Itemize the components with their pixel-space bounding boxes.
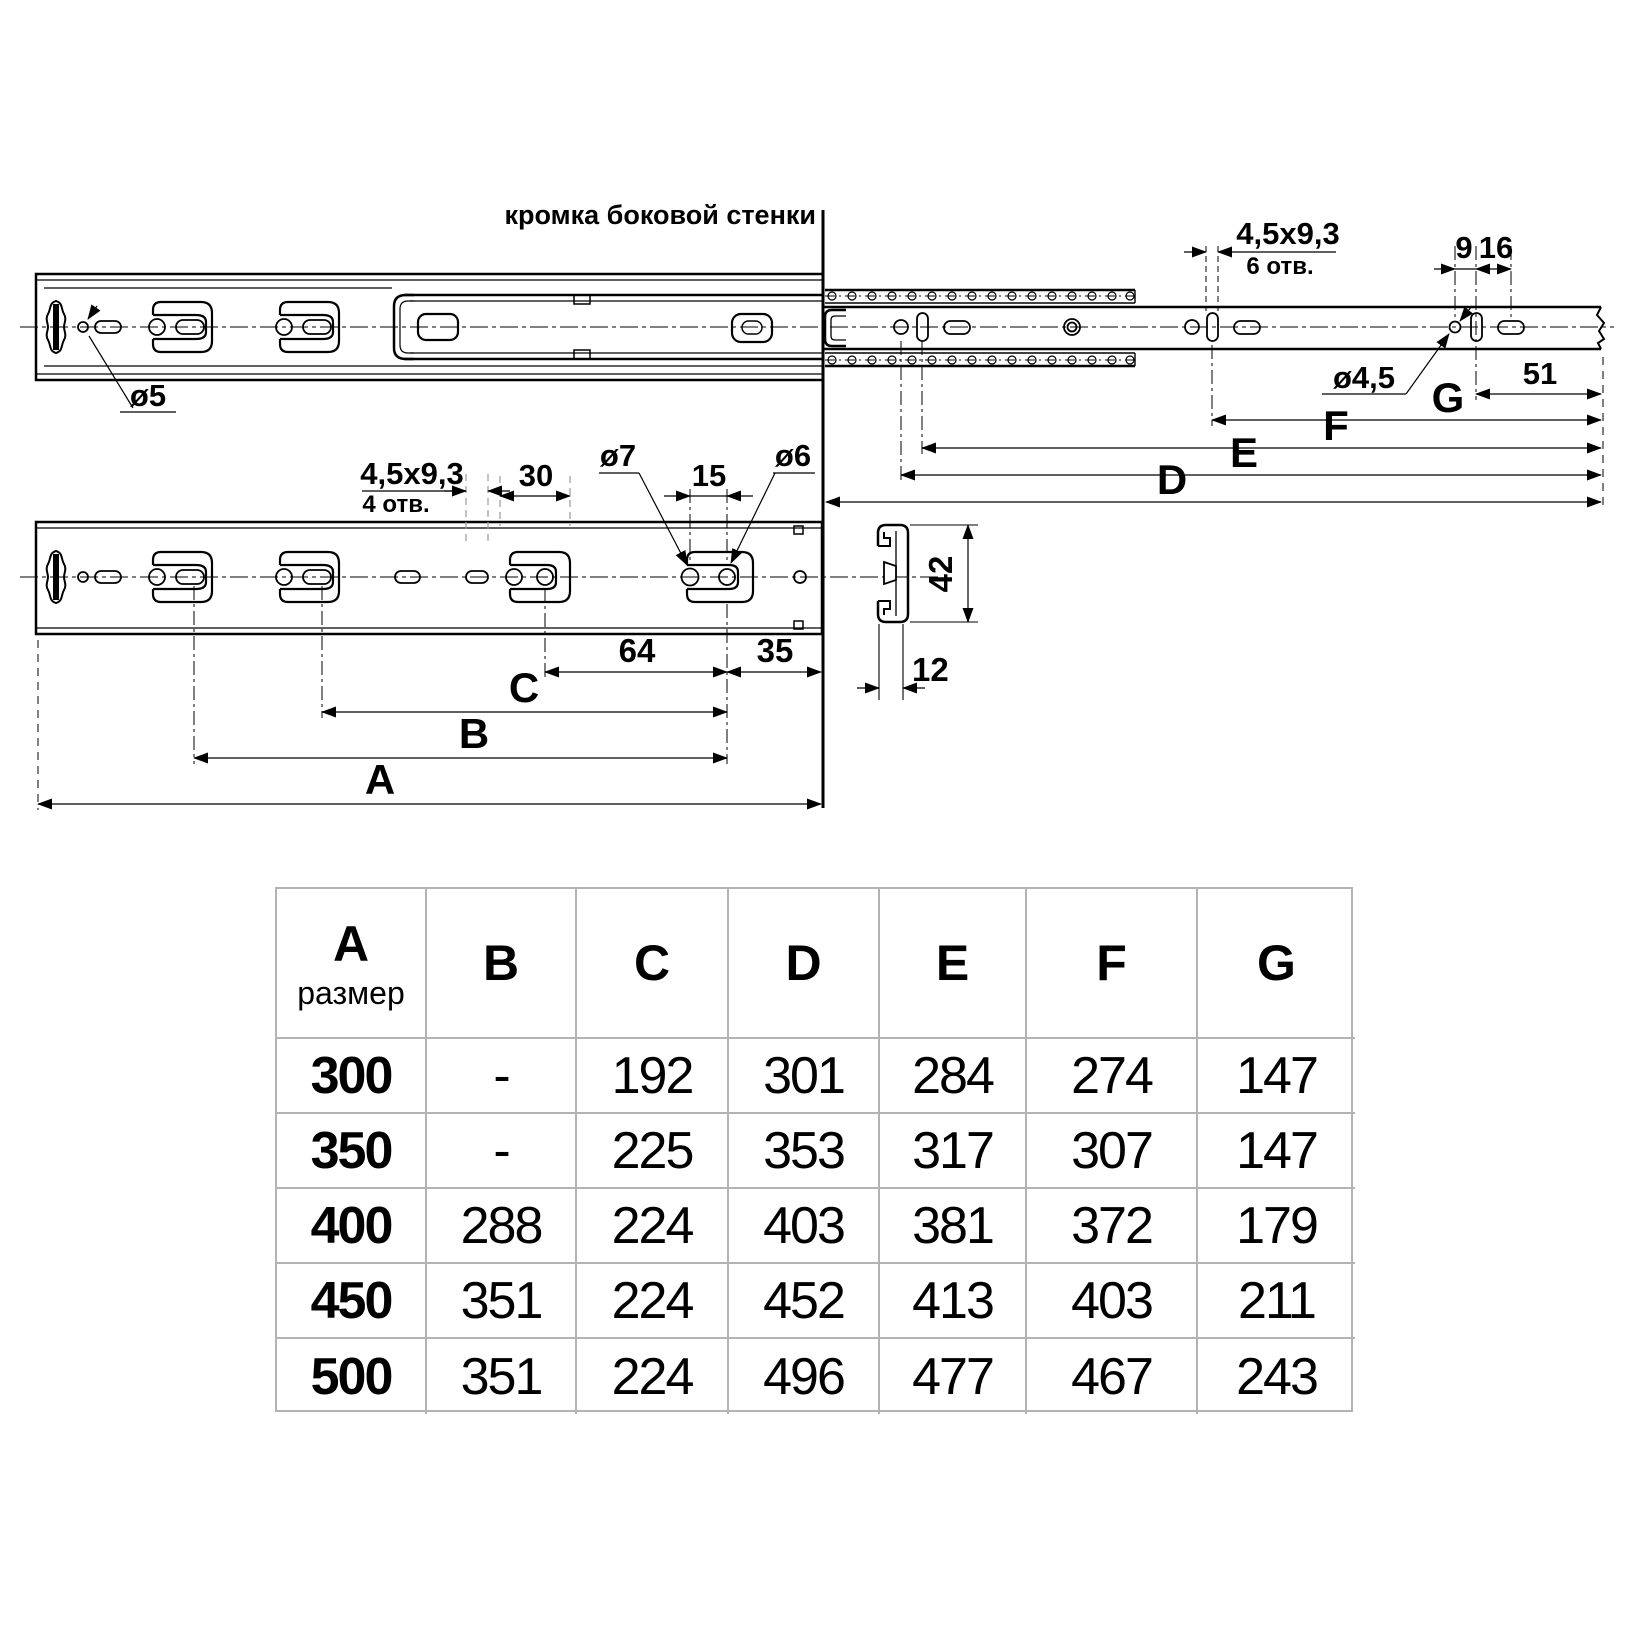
- table-cell-size: 500: [277, 1339, 427, 1414]
- dim-f-label: F: [1323, 402, 1349, 449]
- table-cell: 224: [577, 1339, 729, 1414]
- table-cell: 353: [729, 1114, 880, 1189]
- section-height-label: 42: [922, 555, 959, 593]
- slot-dim-top-label: 4,5x9,3: [1236, 216, 1340, 251]
- table-cell: 147: [1198, 1114, 1355, 1189]
- drawer-member: [824, 290, 1604, 366]
- dim-e-label: E: [1229, 429, 1259, 476]
- table-cell: 477: [880, 1339, 1027, 1414]
- dim-c-label: C: [508, 664, 540, 711]
- table-cell-size: 350: [277, 1114, 427, 1189]
- table-header-d: D: [729, 889, 880, 1039]
- table-cell: 284: [880, 1039, 1027, 1114]
- table-cell: 243: [1236, 1347, 1317, 1406]
- table-cell: -: [427, 1039, 577, 1114]
- dim-30-label: 30: [518, 458, 554, 493]
- dim-51-label: 51: [1522, 356, 1558, 391]
- table-header-c: C: [577, 889, 729, 1039]
- slot-count-top-label: 6 отв.: [1246, 253, 1314, 280]
- table-cell: 192: [577, 1039, 729, 1114]
- table-cell-size: 400: [277, 1189, 427, 1264]
- table-cell: 413: [880, 1264, 1027, 1339]
- dia-6-label: ø6: [774, 438, 812, 473]
- section-depth-label: 12: [912, 651, 949, 688]
- table-cell: 403: [1027, 1264, 1198, 1339]
- dim-9-label: 9: [1455, 230, 1473, 265]
- dim-16-label: 16: [1478, 230, 1514, 265]
- table-cell: 225: [577, 1114, 729, 1189]
- table-cell: 317: [880, 1114, 1027, 1189]
- table-cell: 351: [427, 1339, 577, 1414]
- table-cell: 452: [729, 1264, 880, 1339]
- header-letter: A: [332, 915, 370, 972]
- table-cell-size: 300: [277, 1039, 427, 1114]
- table-header-e: E: [880, 889, 1027, 1039]
- slot-dim-bottom-label: 4,5x9,3: [360, 456, 464, 491]
- table-cell: 372: [1027, 1189, 1198, 1264]
- dim-a-label: A: [364, 756, 396, 803]
- table-cell: 147: [1198, 1039, 1355, 1114]
- table-cell: 381: [880, 1189, 1027, 1264]
- table-header-b: B: [427, 889, 577, 1039]
- dia-5-label: ø5: [129, 378, 167, 413]
- dim-g-label: G: [1431, 374, 1465, 421]
- dimension-table: [275, 887, 1353, 1412]
- slot-count-bottom-label: 4 отв.: [362, 491, 430, 518]
- table-cell: 274: [1027, 1039, 1198, 1114]
- bottom-view-cabinet-rail: [36, 522, 822, 634]
- table-header-a: [277, 889, 427, 1039]
- dim-15-label: 15: [691, 458, 727, 493]
- table-cell: 403: [729, 1189, 880, 1264]
- dia-7-label: ø7: [599, 438, 637, 473]
- dia-45-label: ø4,5: [1332, 360, 1396, 395]
- table-cell: 301: [729, 1039, 880, 1114]
- table-cell: 224: [577, 1189, 729, 1264]
- bottom-dimensions: [38, 473, 821, 810]
- table-cell: 467: [1027, 1339, 1198, 1414]
- table-cell: 496: [729, 1339, 880, 1414]
- dim-64-label: 64: [618, 632, 656, 669]
- table-cell: 211: [1198, 1264, 1355, 1339]
- side-wall-edge-label: кромка боковой стенки: [504, 200, 816, 230]
- table-cell-size: 450: [277, 1264, 427, 1339]
- table-cell: 307: [1027, 1114, 1198, 1189]
- table-cell: -: [427, 1114, 577, 1189]
- dim-b-label: B: [458, 710, 490, 757]
- table-cell: 179: [1198, 1189, 1355, 1264]
- dim-d-label: D: [1156, 456, 1188, 503]
- table-cell: 288: [427, 1189, 577, 1264]
- header-sub-label: размер: [297, 974, 405, 1011]
- top-view-middle-member: [394, 295, 823, 359]
- table-header-f: F: [1027, 889, 1198, 1039]
- table-header-g: G: [1198, 889, 1355, 1039]
- top-right-dimensions: [826, 246, 1603, 508]
- dim-35-label: 35: [756, 632, 794, 669]
- table-cell: 224: [577, 1264, 729, 1339]
- table-cell: 351: [427, 1264, 577, 1339]
